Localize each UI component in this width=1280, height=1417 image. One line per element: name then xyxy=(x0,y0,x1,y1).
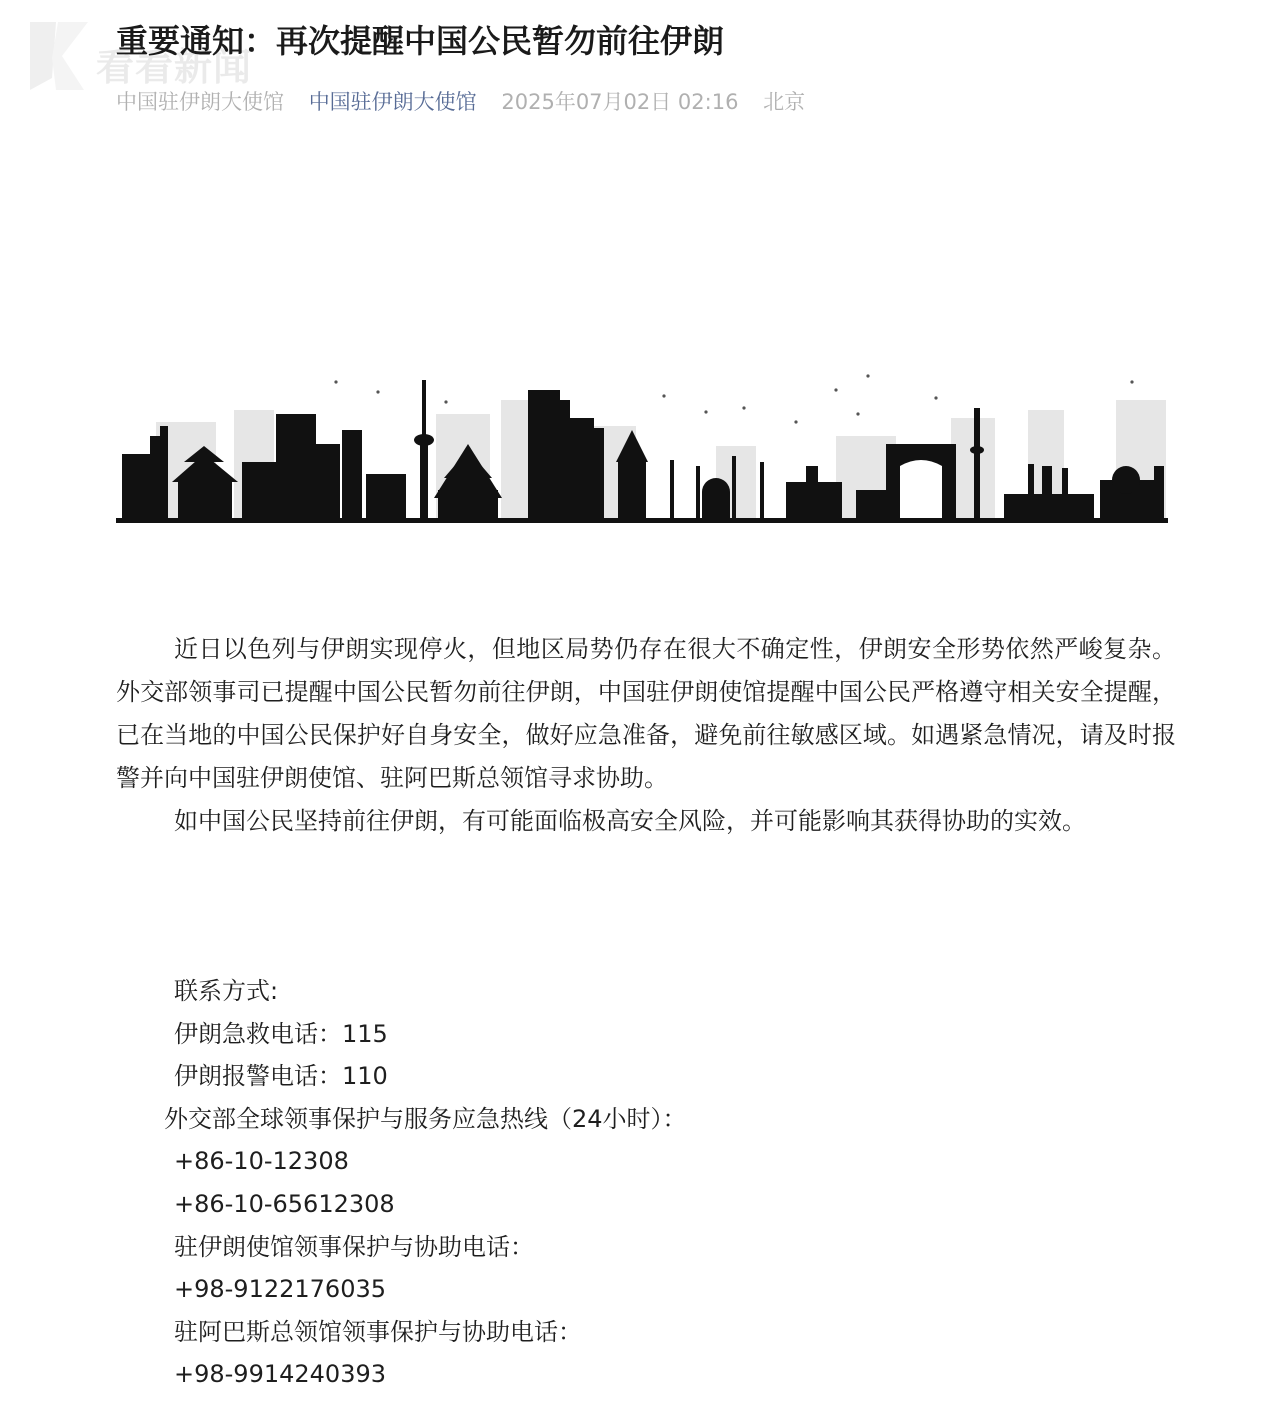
ambulance-phone: 伊朗急救电话：115 xyxy=(174,1019,388,1048)
watermark-text: 看看新闻 xyxy=(96,45,253,89)
article-body xyxy=(116,628,1176,843)
publish-location: 北京 xyxy=(763,90,806,114)
kankan-logo-icon xyxy=(22,18,94,94)
police-phone: 伊朗报警电话：110 xyxy=(174,1062,388,1091)
hotline-number-1: +86-10-12308 xyxy=(174,1147,349,1176)
contact-info xyxy=(116,970,1176,1396)
hotline-label: 外交部全球领事保护与服务应急热线（24小时）： xyxy=(164,1104,687,1133)
paragraph-2: 如中国公民坚持前往伊朗，有可能面临极高安全风险，并可能影响其获得协助的实效。 xyxy=(174,807,1086,835)
contact-heading: 联系方式: xyxy=(174,977,279,1005)
embassy-label: 驻伊朗使馆领事保护与协助电话： xyxy=(174,1232,534,1261)
account-link[interactable]: 中国驻伊朗大使馆 xyxy=(308,90,477,114)
article-title: 重要通知：再次提醒中国公民暂勿前往伊朗 xyxy=(116,22,725,60)
publish-datetime: 2025年07月02日 02:16 xyxy=(501,90,739,114)
article-author: 中国驻伊朗大使馆 xyxy=(116,90,284,114)
consulate-phone: +98-9914240393 xyxy=(174,1360,387,1389)
paragraph-1: 近日以色列与伊朗实现停火，但地区局势仍存在很大不确定性，伊朗安全形势依然严峻复杂。外交部领事司已提醒中国公民暂勿前往伊朗，中国驻伊朗使馆提醒中国公民严格遵守相关安全提醒，已在当地的中国公民保护好自身安全，做好应急准备，避免前往敏感区域。如遇紧急情况，请及时报警并向中国驻伊朗使馆、驻阿巴斯总领馆寻求协助。 xyxy=(116,635,1176,792)
hotline-number-2: +86-10-65612308 xyxy=(174,1189,395,1218)
article-meta xyxy=(116,86,823,116)
city-skyline-image xyxy=(116,370,1168,526)
consulate-label: 驻阿巴斯总领馆领事保护与协助电话： xyxy=(174,1317,582,1346)
embassy-phone: +98-9122176035 xyxy=(174,1275,387,1304)
